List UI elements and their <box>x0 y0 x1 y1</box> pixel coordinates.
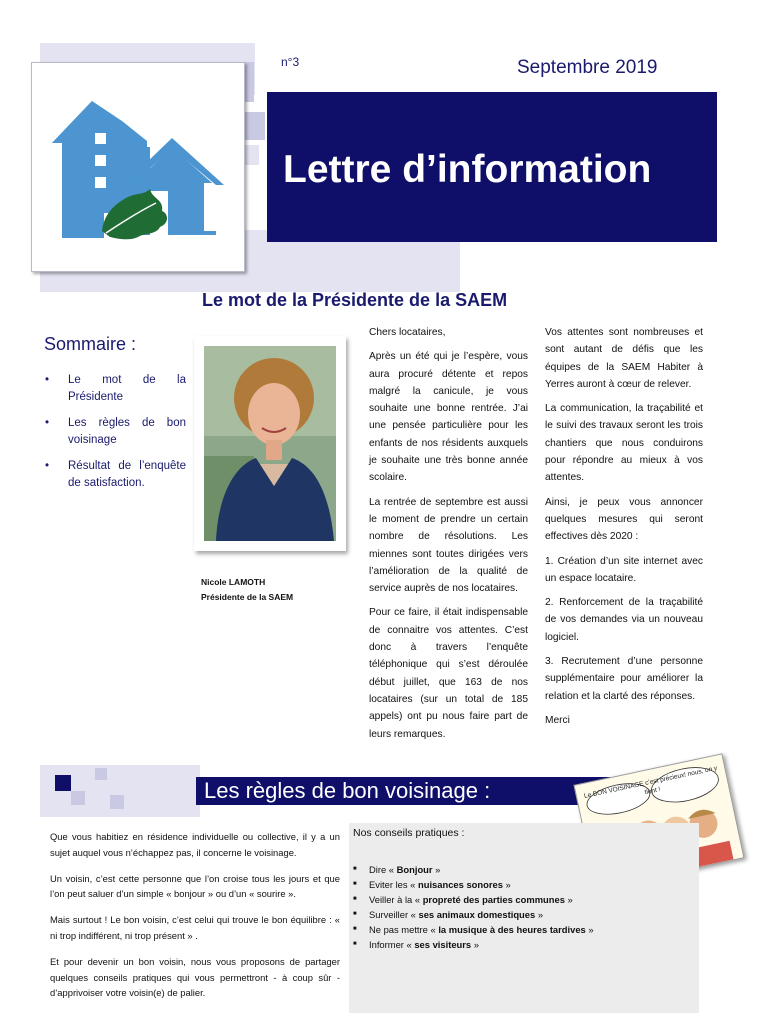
voisinage-intro <box>50 829 340 1011</box>
section-title-president: Le mot de la Présidente de la SAEM <box>202 290 508 310</box>
caption-role: Présidente de la SAEM <box>201 592 294 602</box>
advice-item: ■ Eviter les « nuisances sonores » <box>353 877 623 892</box>
header-decor-square <box>243 112 265 140</box>
sommaire-heading: Sommaire : <box>44 334 137 354</box>
section-title-voisinage: Les règles de bon voisinage : <box>204 778 491 803</box>
letter-paragraph: La rentrée de septembre est aussi le moment de prendre un certain nombre de résolutions. Les miennes sont toutes dirigées vers l’amélioration de la qualité de service auprès de nos locataires. <box>369 496 528 595</box>
advice-item: ■ Informer « ses visiteurs » <box>353 937 623 952</box>
sommaire-list <box>44 372 186 501</box>
photo-caption <box>201 575 293 605</box>
advice-item: ■ Veiller à la « propreté des parties communes » <box>353 892 623 907</box>
advice-item: ■ Surveiller « ses animaux domestiques » <box>353 907 623 922</box>
section2-decor-square <box>71 791 85 805</box>
letter-paragraph: Ainsi, je peux vous annoncer quelques mesures qui seront effectives dès 2020 : <box>545 496 703 543</box>
president-photo <box>194 336 346 551</box>
section2-decor-band <box>40 765 200 817</box>
letter-paragraph: La communication, la traçabilité et le suivi des travaux seront les trois chantiers que nous conduirons pour répondre au mieux à vos attentes. <box>545 403 703 484</box>
intro-paragraph: Un voisin, c’est cette personne que l’on croise tous les jours et que l’on peut saluer d’un simple « bonjour » ou d’un « sourire ». <box>50 872 340 900</box>
advice-item: ■ Dire « Bonjour » <box>353 862 623 877</box>
advice-list <box>353 862 623 952</box>
letter-paragraph: Chers locataires, <box>369 327 446 338</box>
newsletter-title: Lettre d’information <box>283 148 652 191</box>
section2-decor-square <box>95 768 107 780</box>
issue-number: n°3 <box>281 55 300 69</box>
caption-name: Nicole LAMOTH <box>201 577 266 587</box>
advice-heading: Nos conseils pratiques : <box>353 827 465 839</box>
section2-decor-square <box>55 775 71 791</box>
logo <box>31 62 245 272</box>
sommaire-item: • Résultat de l’enquête de satisfaction. <box>44 458 186 492</box>
advice-item: ■ Ne pas mettre « la musique à des heures tardives » <box>353 922 699 937</box>
letter-paragraph: 1. Création d’un site internet avec un espace locataire. <box>545 555 703 584</box>
sommaire-item: • Le mot de la Présidente <box>44 372 186 406</box>
letter-paragraph: 2. Renforcement de la traçabilité de vos demandes via un nouveau logiciel. <box>545 597 703 643</box>
letter-paragraph: Après un été qui je l’espère, vous aura procuré détente et repos malgré la canicule, je vous souhaite une bonne rentrée. J’ai une pensée particulière pour les enfants de nos résidents auxquels je souhaite une très bonne année scolaire. <box>369 351 528 484</box>
letter-column-1 <box>369 324 528 750</box>
letter-paragraph: Pour ce faire, il était indispensable de connaitre vos attentes. C’est donc à travers l’enquête téléphonique qui s’est déroulée début juillet, que 163 de nos locataires (sur un total de 185 appels) ont pu nous faire part de leurs remarques. <box>369 607 528 740</box>
intro-paragraph: Et pour devenir un bon voisin, nous vous proposons de partager quelques conseils pratiques qui vous permettront - à coup sûr - d’apprivoiser votre voisin(e) de palier. <box>50 955 340 999</box>
intro-paragraph: Mais surtout ! Le bon voisin, c’est celui qui trouve le bon équilibre : « ni trop indifférent, ni trop présent » . <box>50 914 340 941</box>
house-logo-icon <box>32 63 244 271</box>
letter-paragraph: 3. Recrutement d’une personne supplémentaire pour améliorer la relation et la clarté des réponses. <box>545 656 703 702</box>
section2-decor-square <box>110 795 124 809</box>
letter-signoff: Merci <box>545 714 570 726</box>
cartoon-caption: Le BON VOISINAGE c’est précieux! nous, on y tient ! <box>583 764 718 800</box>
letter-column-2 <box>545 324 703 736</box>
header-decor-square <box>243 145 259 165</box>
letter-paragraph: Vos attentes sont nombreuses et sont autant de défis que les équipes de la SAEM Habiter à Yerres auront à cœur de relever. <box>545 327 703 390</box>
intro-paragraph: Que vous habitiez en résidence individuelle ou collective, il y a un sujet auquel vous n’échappez pas, il concerne le voisinage. <box>50 831 340 858</box>
sommaire-item: • Les règles de bon voisinage <box>44 415 186 449</box>
issue-date: Septembre 2019 <box>517 57 658 78</box>
